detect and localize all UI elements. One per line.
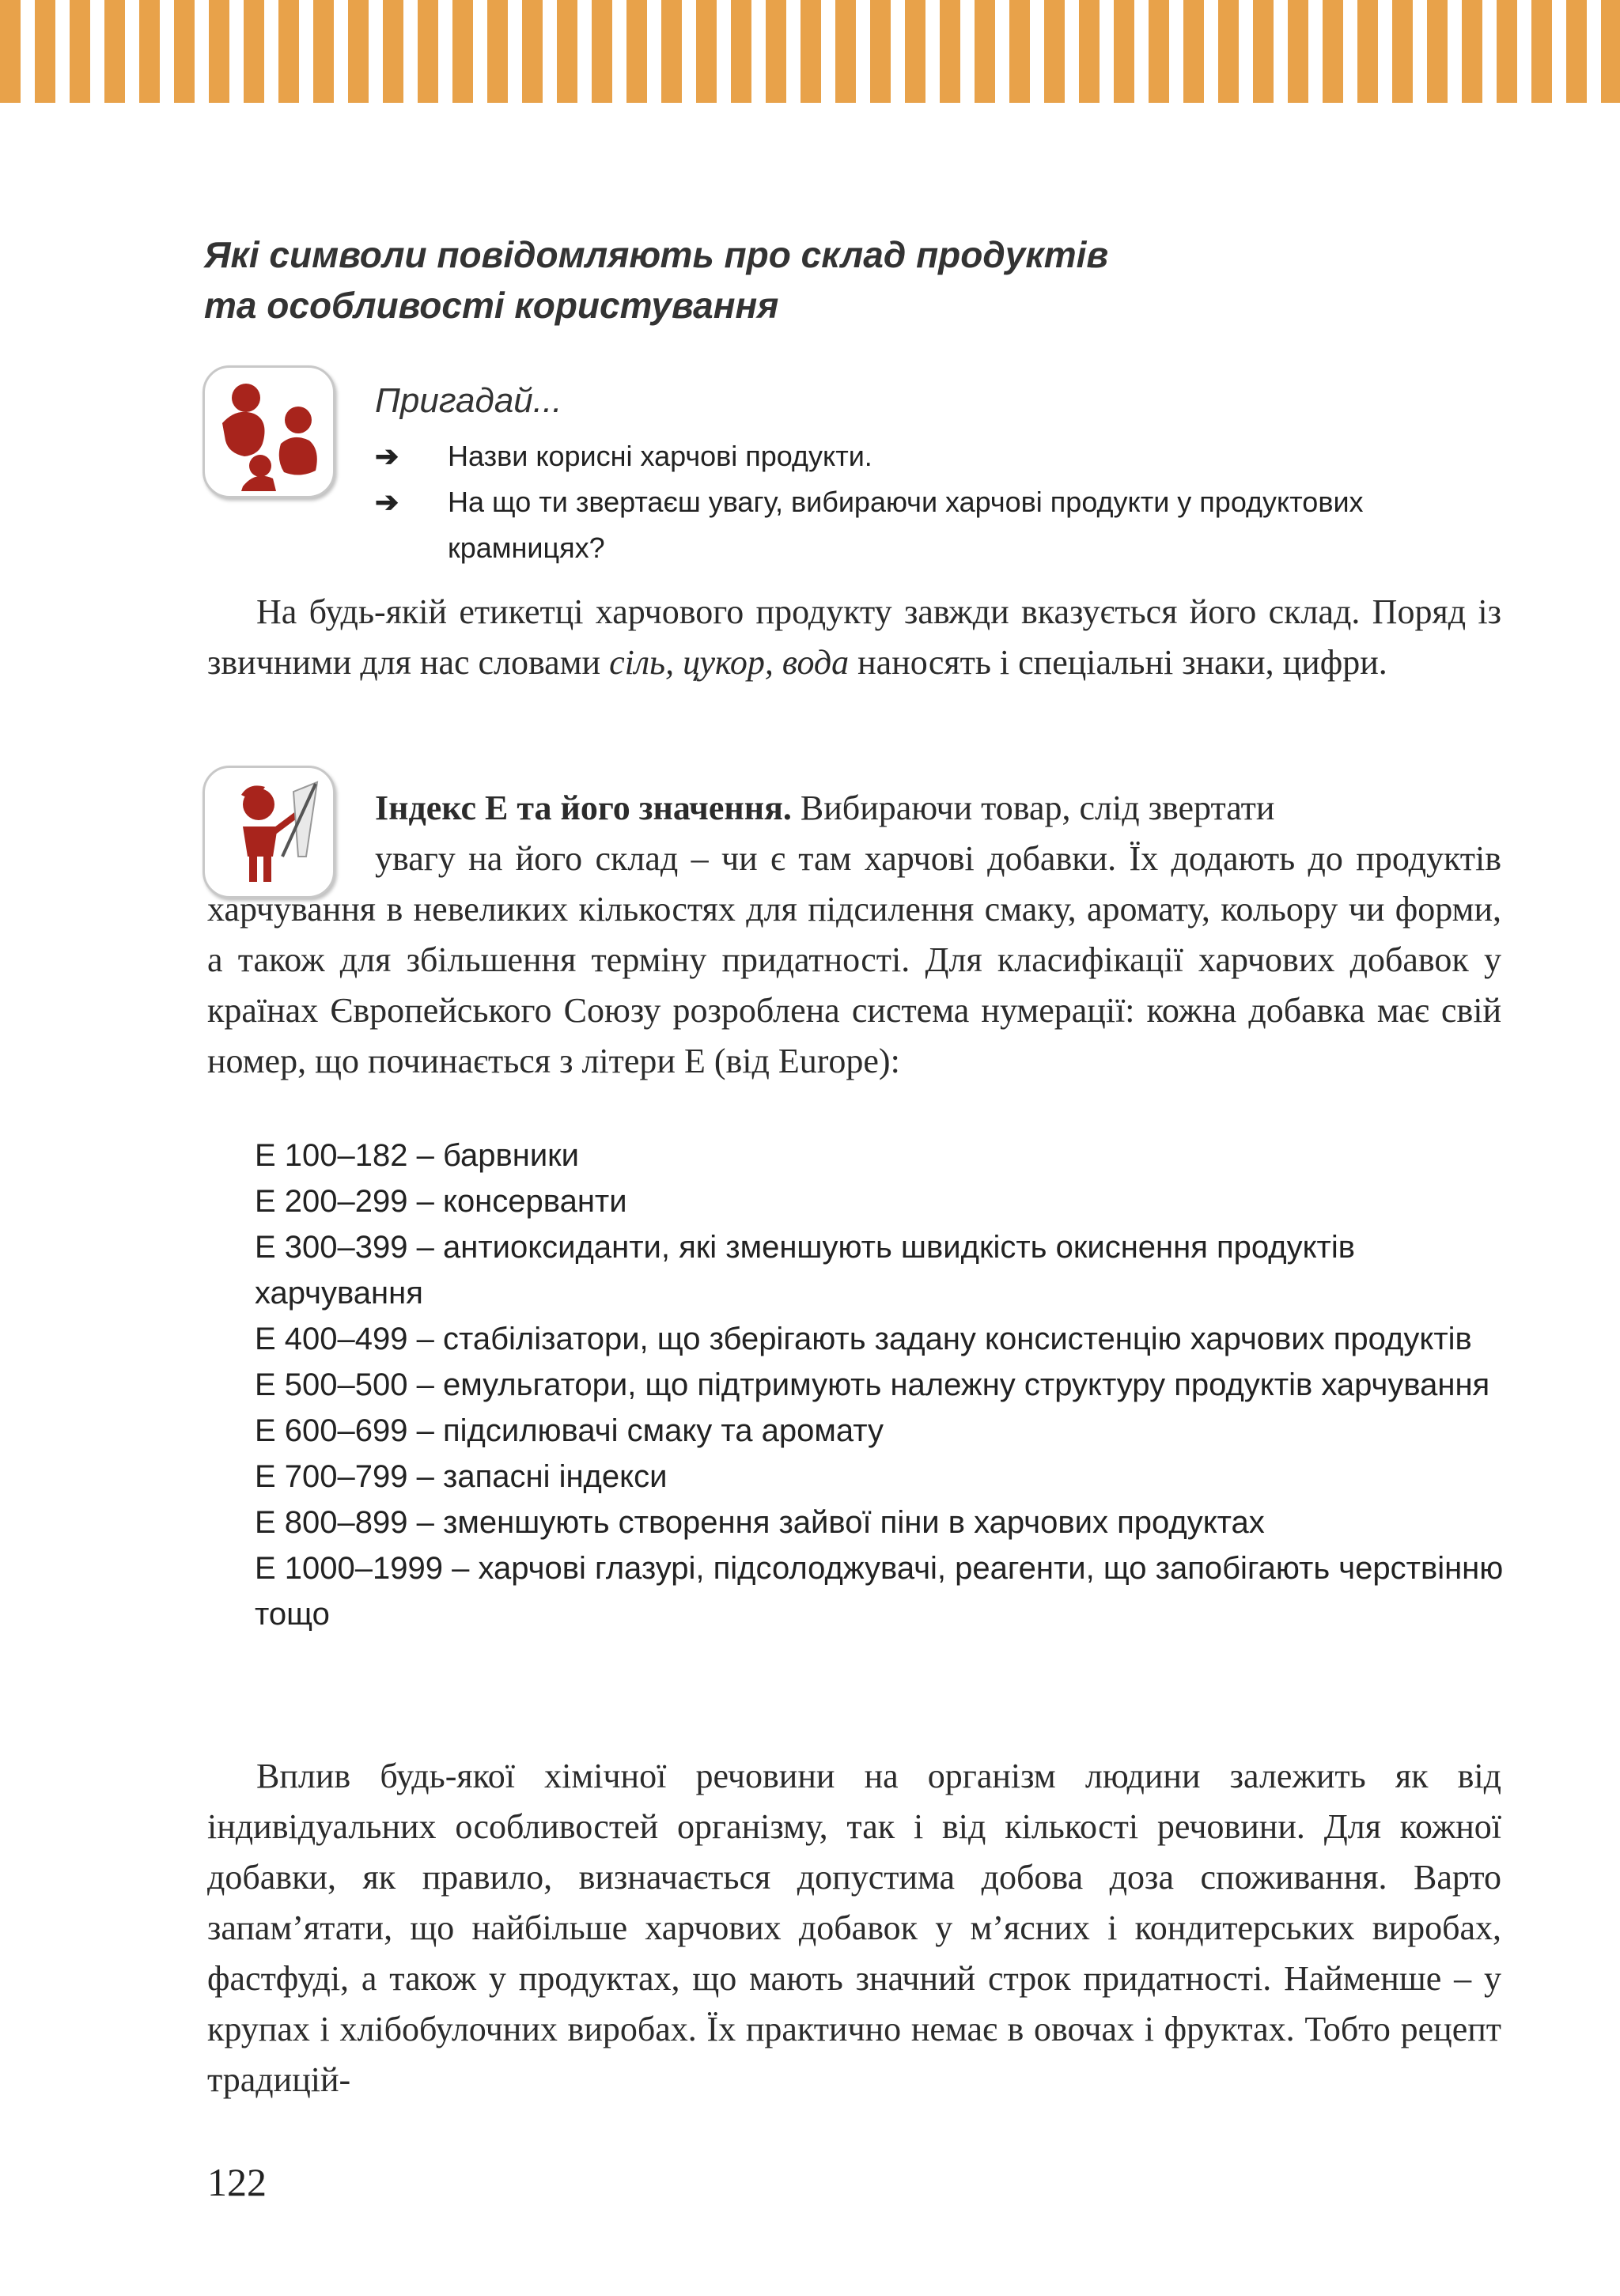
remember-icon (202, 365, 335, 498)
silhouette-children-icon (205, 368, 333, 496)
e-code-item: Е 800–899 – зменшують створення зайвої піни в харчових продуктах (255, 1505, 1265, 1540)
e-code-item: Е 400–499 – стабілізатори, що зберігають задану консистенцію харчових продуктів (255, 1322, 1472, 1356)
section-heading-line1: Які символи повідомляють про склад продуктів (204, 234, 1109, 275)
e-code-item: Е 500–500 – емульгатори, що підтримують належну структуру продуктів харчування (255, 1367, 1490, 1402)
remember-item: ➔ Назви корисні харчові продукти. (375, 433, 1506, 479)
section-heading-line2: та особливості користування (204, 285, 779, 326)
e-code-item: Е 100–182 – барвники (255, 1138, 579, 1173)
arrow-right-icon: ➔ (375, 440, 399, 472)
closing-paragraph: Вплив будь-якої хімічної речовини на організм людини залежить як від індивідуальних особливостей організму, так і від кількості речовини. Для кожної добавки, як правило, визначається допустима добова доза споживання. Варто запам’ятати, що найбільше харчових добавок у м’ясних і кондитерських виробах, фастфуді, а також у продуктах, що мають значний строк придатності. Найменше – у крупах і хлібобулочних виробах. Їх практично немає в овочах і фруктах. Тобто рецепт традицій- (207, 1757, 1501, 2099)
e-code-item: Е 1000–1999 – харчові глазурі, підсолоджувачі, реагенти, що запобігають черствінню тощо (255, 1551, 1504, 1632)
e-code-item: Е 200–299 – консерванти (255, 1184, 627, 1219)
arrow-right-icon: ➔ (375, 486, 399, 518)
index-paragraph: Індекс Е та його значення. Вибираючи товар, слід звертати увагу на його склад – чи є там харчові добавки. Їх додають до продуктів харчування в невеликих кількостях для підсилення смаку, аромату, кольору чи форми, а також для збільшення терміну придатності. Для класифікації харчових добавок у країнах Європейського Союзу розроблена система нумерації: кожна добавка має свій номер, що починається з літери Е (від Europe): (207, 789, 1501, 1080)
remember-item: ➔ На що ти звертаєш увагу, вибираючи харчові продукти у продуктових крамницях? (375, 479, 1506, 571)
remember-title: Пригадай... (375, 381, 562, 420)
remember-list (375, 433, 1506, 571)
page-number: 122 (207, 2160, 267, 2204)
e-code-item: Е 300–399 – антиоксиданти, які зменшують швидкість окиснення продуктів харчування (255, 1230, 1355, 1311)
e-code-item: Е 700–799 – запасні індекси (255, 1459, 668, 1494)
decorative-top-stripes (0, 0, 1620, 103)
e-code-list (255, 1133, 1505, 1637)
index-title: Індекс Е та його значення. (375, 789, 792, 827)
section-heading (204, 229, 1501, 331)
intro-paragraph: На будь-якій етикетці харчового продукту завжди вказується його склад. Поряд із звичними для нас словами сіль, цукор, вода наносять і спеціальні знаки, цифри. (207, 592, 1501, 682)
e-code-item: Е 600–699 – підсилювачі смаку та аромату (255, 1413, 884, 1448)
